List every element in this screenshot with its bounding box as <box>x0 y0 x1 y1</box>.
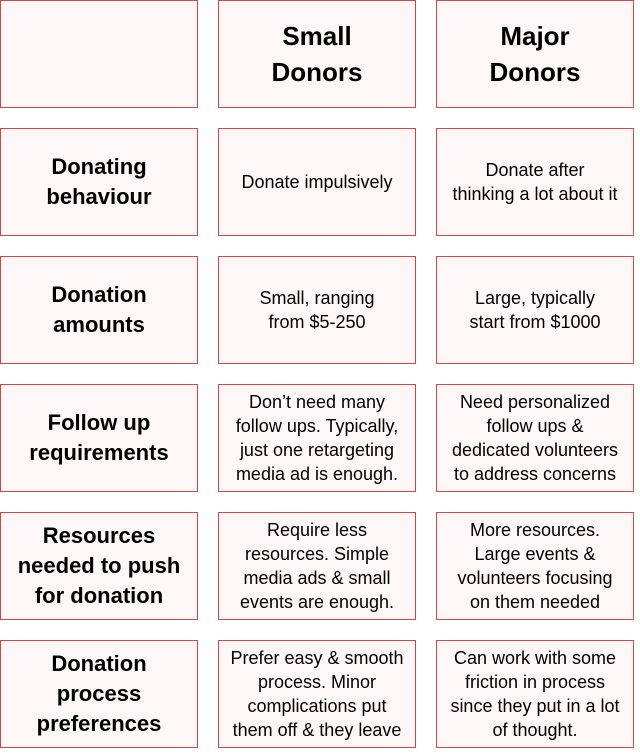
row-label-donation-process-preferences: Donation process preferences <box>0 640 198 748</box>
small-donors-donation-amounts: Small, ranging from $5-250 <box>218 256 416 364</box>
major-donors-donation-amounts: Large, typically start from $1000 <box>436 256 634 364</box>
row-label-donating-behaviour: Donating behaviour <box>0 128 198 236</box>
major-donors-header: Major Donors <box>436 0 634 108</box>
major-donors-follow-up-requirements: Need personalized follow ups & dedicated volunteers to address concerns <box>436 384 634 492</box>
small-donors-header: Small Donors <box>218 0 416 108</box>
major-donors-donation-process-preferences: Can work with some friction in process since they put in a lot of thought. <box>436 640 634 748</box>
small-donors-follow-up-requirements: Don’t need many follow ups. Typically, just one retargeting media ad is enough. <box>218 384 416 492</box>
row-label-resources-needed: Resources needed to push for donation <box>0 512 198 620</box>
small-donors-resources-needed: Require less resources. Simple media ads & small events are enough. <box>218 512 416 620</box>
major-donors-donating-behaviour: Donate after thinking a lot about it <box>436 128 634 236</box>
small-donors-donating-behaviour: Donate impulsively <box>218 128 416 236</box>
major-donors-resources-needed: More resources. Large events & volunteers focusing on them needed <box>436 512 634 620</box>
row-label-follow-up-requirements: Follow up requirements <box>0 384 198 492</box>
row-label-donation-amounts: Donation amounts <box>0 256 198 364</box>
small-donors-donation-process-preferences: Prefer easy & smooth process. Minor complications put them off & they leave <box>218 640 416 748</box>
corner-cell <box>0 0 198 108</box>
